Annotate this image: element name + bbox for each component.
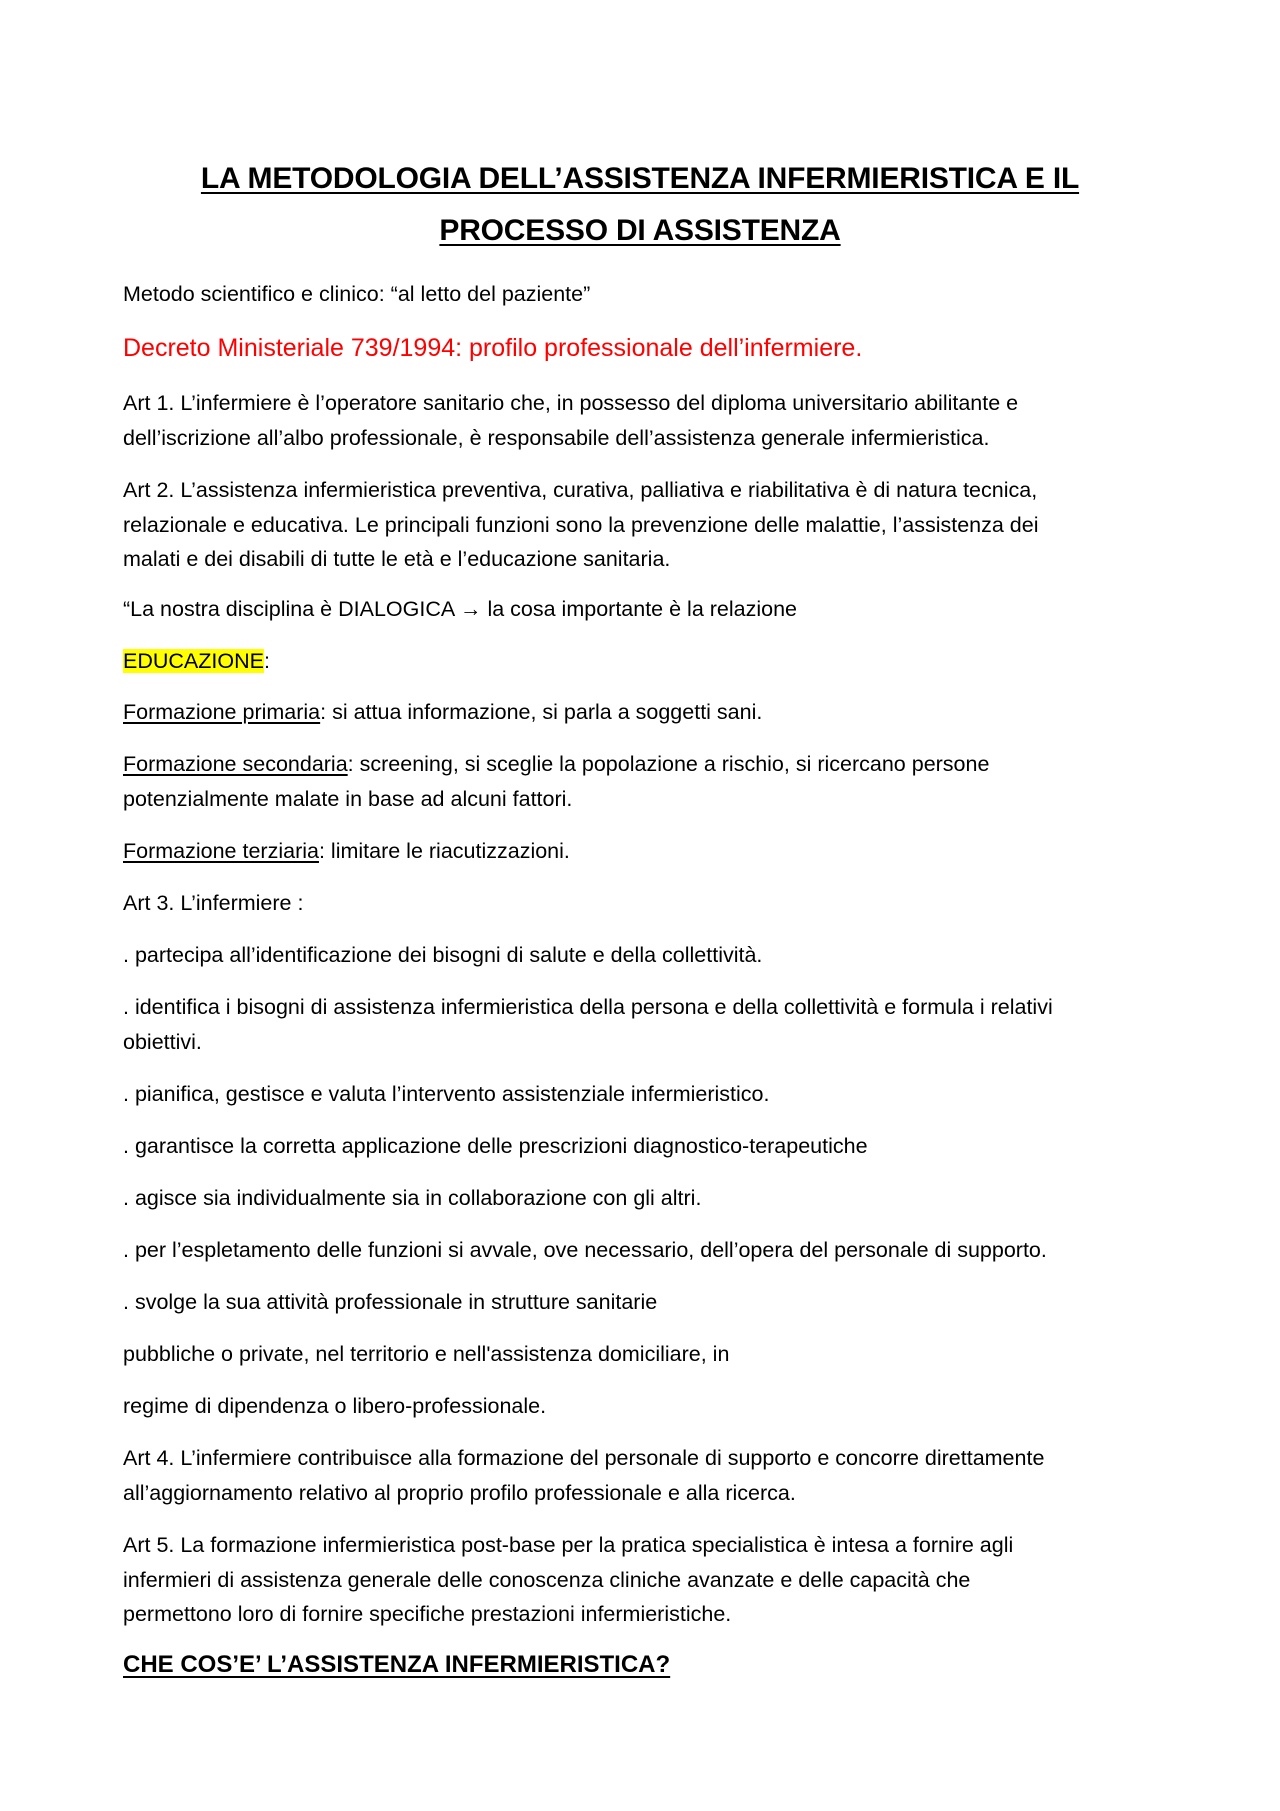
formazione-terziaria xyxy=(123,834,1163,869)
art1-paragraph xyxy=(123,386,1163,455)
educazione-colon: : xyxy=(263,649,270,673)
art2-line-1: Art 2. L’assistenza infermieristica preventiva, curativa, palliativa e riabilitativa è di natura tecnica, xyxy=(123,478,1038,502)
document-title-line-1: LA METODOLOGIA DELL’ASSISTENZA INFERMIERISTICA E IL xyxy=(200,162,1080,195)
art3-item-1: . partecipa all’identificazione dei bisogni di salute e della collettività. xyxy=(123,943,763,967)
art3-item-7-continuation-2: regime di dipendenza o libero-professionale. xyxy=(123,1394,547,1418)
method-line: Metodo scientifico e clinico: “al letto del paziente” xyxy=(123,282,591,306)
art1-line-2: dell’iscrizione all’albo professionale, è responsabile dell’assistenza generale infermieristica. xyxy=(123,425,990,450)
formazione-secondaria xyxy=(123,747,1163,816)
art2-line-2: relazionale e educativa. Le principali funzioni sono la prevenzione delle malattie, l’assistenza dei xyxy=(123,512,1039,537)
art3-item-2-line-1: . identifica i bisogni di assistenza infermieristica della persona e della collettività e formula i relativi xyxy=(123,995,1053,1019)
art3-item-2-line-2: obiettivi. xyxy=(123,1029,202,1054)
art3-item-5: . agisce sia individualmente sia in collaborazione con gli altri. xyxy=(123,1186,702,1210)
formazione-terziaria-text: : limitare le riacutizzazioni. xyxy=(318,839,570,863)
art5-paragraph xyxy=(123,1528,1163,1632)
formazione-secondaria-line-2: potenzialmente malate in base ad alcuni fattori. xyxy=(123,786,573,811)
educazione-heading xyxy=(123,644,1163,679)
document-title-line-2: PROCESSO DI ASSISTENZA xyxy=(439,214,841,247)
art4-paragraph xyxy=(123,1441,1163,1510)
formazione-secondaria-label: Formazione secondaria xyxy=(123,752,348,776)
art3-item-3: . pianifica, gestisce e valuta l’intervento assistenziale infermieristico. xyxy=(123,1082,770,1106)
art3-item-6: . per l’espletamento delle funzioni si avvale, ove necessario, dell’opera del personale di supporto. xyxy=(123,1238,1047,1262)
art3-intro: Art 3. L’infermiere : xyxy=(123,891,304,915)
art2-line-3: malati e dei disabili di tutte le età e l’educazione sanitaria. xyxy=(123,547,671,571)
dialogica-line: “La nostra disciplina è DIALOGICA → la cosa importante è la relazione xyxy=(123,597,797,621)
art2-paragraph xyxy=(123,473,1163,577)
art5-line-1: Art 5. La formazione infermieristica post-base per la pratica specialistica è intesa a fornire agli xyxy=(123,1533,1014,1557)
art3-item-4: . garantisce la corretta applicazione delle prescrizioni diagnostico-terapeutiche xyxy=(123,1134,868,1158)
formazione-primaria xyxy=(123,695,1163,730)
art3-item-7-continuation-1: pubbliche o private, nel territorio e nell'assistenza domiciliare, in xyxy=(123,1342,730,1366)
art5-line-3: permettono loro di fornire specifiche prestazioni infermieristiche. xyxy=(123,1602,732,1626)
art5-line-2: infermieri di assistenza generale delle conoscenza cliniche avanzate e delle capacità che xyxy=(123,1567,971,1592)
formazione-secondaria-text: : screening, si sceglie la popolazione a rischio, si ricercano persone xyxy=(347,752,990,776)
art3-item-7: . svolge la sua attività professionale in strutture sanitarie xyxy=(123,1290,658,1314)
art4-line-1: Art 4. L’infermiere contribuisce alla formazione del personale di supporto e concorre direttamente xyxy=(123,1446,1045,1470)
formazione-terziaria-label: Formazione terziaria xyxy=(123,839,319,863)
art1-line-1: Art 1. L’infermiere è l’operatore sanitario che, in possesso del diploma universitario abilitante e xyxy=(123,391,1019,415)
formazione-primaria-label: Formazione primaria xyxy=(123,700,321,724)
formazione-primaria-text: : si attua informazione, si parla a soggetti sani. xyxy=(320,700,763,724)
educazione-highlight: EDUCAZIONE xyxy=(123,649,264,673)
decree-heading: Decreto Ministeriale 739/1994: profilo professionale dell’infermiere. xyxy=(123,334,863,362)
art3-item-2 xyxy=(123,990,1163,1059)
art4-line-2: all’aggiornamento relativo al proprio profilo professionale e alla ricerca. xyxy=(123,1480,796,1505)
section-heading: CHE COS’E’ L’ASSISTENZA INFERMIERISTICA? xyxy=(123,1651,671,1678)
